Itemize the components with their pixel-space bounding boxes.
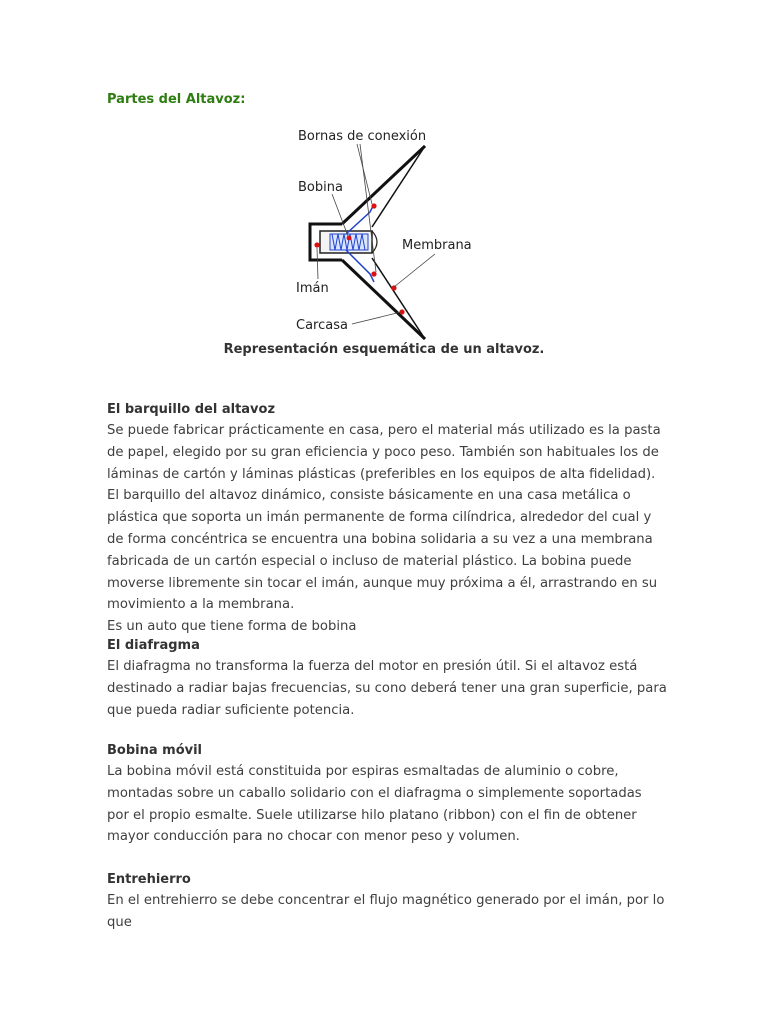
leader-bornas-1 bbox=[357, 144, 372, 204]
leader-iman bbox=[317, 248, 318, 279]
coil-point bbox=[347, 236, 352, 241]
section-heading: El barquillo del altavoz bbox=[107, 402, 276, 417]
label-bornas: Bornas de conexión bbox=[298, 129, 427, 144]
section-body-extra: Es un auto que tiene forma de bobina bbox=[107, 619, 357, 635]
terminal-point-lower bbox=[371, 271, 376, 276]
label-membrana: Membrana bbox=[402, 238, 472, 253]
section-barquillo bbox=[107, 402, 667, 638]
speaker-diagram-svg bbox=[290, 124, 472, 344]
section-heading: Bobina móvil bbox=[107, 743, 203, 758]
diagram-caption: Representación esquemática de un altavoz. bbox=[223, 342, 545, 357]
cone-upper-outer bbox=[342, 146, 425, 224]
label-iman: Imán bbox=[296, 281, 329, 296]
section-entrehierro bbox=[107, 872, 667, 934]
section-body: El diafragma no transforma la fuerza del motor en presión útil. Si el altavoz está destinado a radiar bajas frecuencias, su cono deberá tener una gran superficie, para que pueda radiar suficiente potencia. bbox=[107, 659, 667, 718]
section-bobina-movil bbox=[107, 743, 667, 848]
section-heading: Entrehierro bbox=[107, 872, 191, 887]
page-title: Partes del Altavoz: bbox=[107, 92, 246, 107]
section-diafragma bbox=[107, 638, 667, 721]
section-body: Se puede fabricar prácticamente en casa, pero el material más utilizado es la pasta de papel, elegido por su gran eficiencia y poco peso. También son habituales los de láminas de cartón y láminas plásticas (preferibles en los equipos de alta fidelidad). El barquillo del altavoz dinámico, consiste básicamente en una casa metálica o plástica que soporta un imán permanente de forma cilíndrica, alrededor del cual y de forma concéntrica se encuentra una bobina solidaria a su vez a una membrana fabricada de un cartón especial o incluso de material plástico. La bobina puede moverse libremente sin tocar el imán, aunque muy próxima a él, arrastrando en su movimiento a la membrana. bbox=[107, 423, 661, 613]
section-heading: El diafragma bbox=[107, 638, 200, 653]
membrane-point bbox=[391, 285, 396, 290]
leader-carcasa bbox=[352, 312, 401, 324]
terminal-point-upper bbox=[371, 203, 376, 208]
label-bobina: Bobina bbox=[298, 180, 343, 195]
speaker-diagram bbox=[290, 124, 472, 344]
magnet-point bbox=[314, 242, 319, 247]
leader-membrana bbox=[394, 254, 435, 287]
section-body: La bobina móvil está constituida por espiras esmaltadas de aluminio o cobre, montadas sobre un caballo solidario con el diafragma o simplemente soportadas por el propio esmalte. Suele utilizarse hilo platano (ribbon) con el fin de obtener mayor conducción para no chocar con menor peso y volumen. bbox=[107, 764, 642, 845]
membrane-lower bbox=[372, 258, 425, 339]
label-carcasa: Carcasa bbox=[296, 318, 348, 333]
leader-bobina bbox=[332, 194, 348, 236]
section-body: En el entrehierro se debe concentrar el flujo magnético generado por el imán, por lo que bbox=[107, 893, 665, 930]
